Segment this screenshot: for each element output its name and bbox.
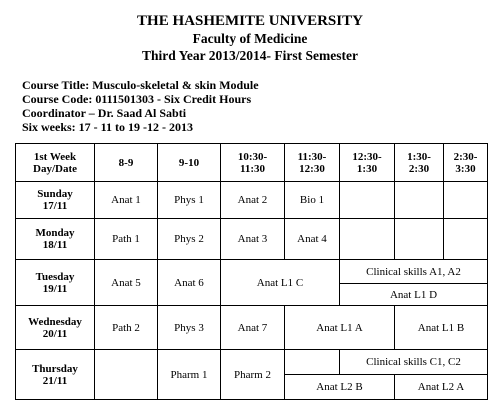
corner-line1: 1st Week [33, 150, 77, 163]
corner-line2: Day/Date [33, 162, 77, 175]
session-cell: Anat 7 [221, 306, 285, 350]
session-cell: Pharm 2 [221, 350, 285, 400]
session-cell: Anat L2 A [395, 375, 488, 400]
time-line: 12:30 [299, 162, 325, 175]
time-line: 3:30 [455, 162, 476, 175]
session-cell: Phys 3 [158, 306, 221, 350]
term-title: Third Year 2013/2014- First Semester [142, 48, 358, 63]
time-line: 11:30- [297, 150, 327, 163]
header-row [16, 144, 488, 182]
session-cell [395, 219, 444, 260]
session-cell [285, 350, 340, 375]
time-header [95, 144, 158, 182]
day-cell [16, 182, 95, 219]
session-cell: Anat L2 B [285, 375, 395, 400]
time-header [444, 144, 488, 182]
session-cell: Anat 6 [158, 260, 221, 306]
university-name: THE HASHEMITE UNIVERSITY [137, 13, 363, 29]
day-name: Sunday [37, 188, 73, 200]
session-cell: Anat 1 [95, 182, 158, 219]
time-header [285, 144, 340, 182]
session-cell: Clinical skills A1, A2 [340, 260, 488, 284]
time-header [158, 144, 221, 182]
session-cell: Path 2 [95, 306, 158, 350]
wednesday-row [16, 306, 488, 350]
session-cell [444, 182, 488, 219]
time-line: 10:30- [237, 150, 268, 163]
session-cell: Clinical skills C1, C2 [340, 350, 488, 375]
tuesday-row-top [16, 260, 488, 284]
time-line: 2:30- [453, 150, 478, 163]
day-name: Thursday [32, 362, 78, 375]
day-cell [16, 219, 95, 260]
day-date: 17/11 [42, 200, 68, 212]
day-cell [16, 350, 95, 400]
session-cell [95, 350, 158, 400]
course-title: Course Title: Musculo-skeletal & skin Module [22, 78, 259, 92]
day-date: 21/11 [42, 374, 68, 387]
session-cell: Phys 1 [158, 182, 221, 219]
course-coordinator: Coordinator – Dr. Saad Al Sabti [22, 106, 187, 120]
session-cell: Anat 4 [285, 219, 340, 260]
corner-cell [16, 144, 95, 182]
time-header [340, 144, 395, 182]
time-header [221, 144, 285, 182]
course-code: Course Code: 0111501303 - Six Credit Hours [22, 92, 252, 106]
sunday-row [16, 182, 488, 219]
monday-row [16, 219, 488, 260]
session-cell: Bio 1 [285, 182, 340, 219]
session-cell: Path 1 [95, 219, 158, 260]
session-cell: Anat 3 [221, 219, 285, 260]
day-name: Tuesday [35, 270, 75, 283]
session-cell [340, 219, 395, 260]
time-line: 1:30- [407, 150, 431, 163]
session-cell [395, 182, 444, 219]
session-cell: Pharm 1 [158, 350, 221, 400]
session-cell: Anat L1 C [221, 260, 340, 306]
time-line: 11:30 [239, 162, 266, 175]
session-cell: Anat L1 A [285, 306, 395, 350]
schedule-table [15, 143, 488, 400]
day-cell [16, 260, 95, 306]
session-cell: Phys 2 [158, 219, 221, 260]
session-cell: Anat L1 D [340, 284, 488, 306]
time-line: 2:30 [408, 162, 430, 175]
time-line: 8-9 [118, 156, 134, 169]
time-line: 12:30- [352, 150, 382, 163]
session-cell: Anat 2 [221, 182, 285, 219]
day-date: 19/11 [42, 282, 68, 295]
session-cell [340, 182, 395, 219]
session-cell [444, 219, 488, 260]
day-date: 20/11 [42, 327, 68, 340]
day-name: Wednesday [28, 315, 82, 328]
course-weeks: Six weeks: 17 - 11 to 19 -12 - 2013 [22, 120, 193, 134]
day-date: 18/11 [42, 239, 68, 251]
day-name: Monday [35, 227, 75, 239]
faculty-name: Faculty of Medicine [192, 31, 308, 46]
thursday-row-top [16, 350, 488, 375]
session-cell: Anat L1 B [395, 306, 488, 350]
time-line: 1:30 [356, 162, 378, 175]
time-line: 9-10 [178, 156, 200, 169]
session-cell: Anat 5 [95, 260, 158, 306]
time-header [395, 144, 444, 182]
day-cell [16, 306, 95, 350]
